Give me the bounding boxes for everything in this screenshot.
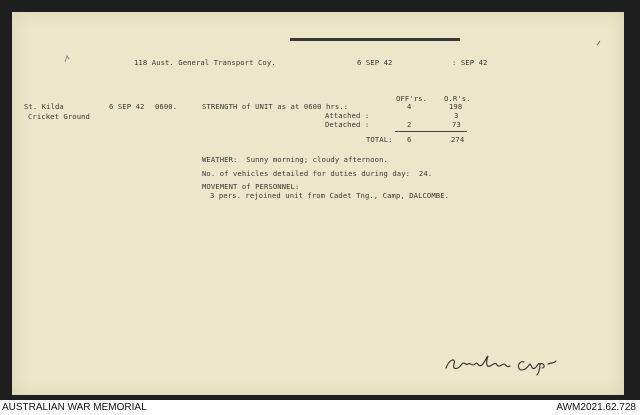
movement-heading: MOVEMENT of PERSONNEL: <box>202 182 300 191</box>
header-date-from: 6 SEP 42 <box>357 58 393 67</box>
entry-date: 6 SEP 42 <box>109 102 145 111</box>
row-1-label: Attached : <box>325 111 370 120</box>
document-page <box>12 12 624 395</box>
signature-handwriting <box>442 352 572 376</box>
strength-label: STRENGTH of UNIT as at 0600 hrs.: <box>202 102 349 111</box>
entry-time: 0600. <box>155 102 178 111</box>
col-ors-header: O.R's. <box>444 94 471 103</box>
weather-line: WEATHER: Sunny morning; cloudy afternoon. <box>202 155 388 164</box>
row-2-label: Detached : <box>325 120 370 129</box>
total-rule <box>395 131 467 132</box>
header-date-to: : SEP 42 <box>452 58 488 67</box>
col-officers-header: OFF'rs. <box>396 94 427 103</box>
movement-text: 3 pers. rejoined unit from Cadet Tng., Camp, DALCOMBE. <box>210 191 450 200</box>
archive-footer <box>0 401 640 415</box>
row-1-ors: 3 <box>454 111 459 120</box>
place-line-2: Cricket Ground <box>28 112 90 121</box>
footer-reference: AWM2021.62.728 <box>556 402 636 413</box>
place-line-1: St. Kilda <box>24 102 64 111</box>
header-rule <box>290 38 460 41</box>
row-0-officers: 4 <box>407 102 412 111</box>
footer-institution: AUSTRALIAN WAR MEMORIAL <box>2 402 147 413</box>
total-officers: 6 <box>407 135 412 144</box>
unit-title: 118 Aust. General Transport Coy. <box>134 58 276 67</box>
row-0-ors: 198 <box>449 102 463 111</box>
ink-mark <box>596 40 602 46</box>
row-2-officers: 2 <box>407 120 412 129</box>
row-2-ors: 73 <box>452 120 461 129</box>
total-ors: 274 <box>451 135 465 144</box>
vehicles-line: No. of vehicles detailed for duties during day: 24. <box>202 169 433 178</box>
ink-mark <box>64 55 70 63</box>
total-label: TOTAL: <box>366 135 393 144</box>
